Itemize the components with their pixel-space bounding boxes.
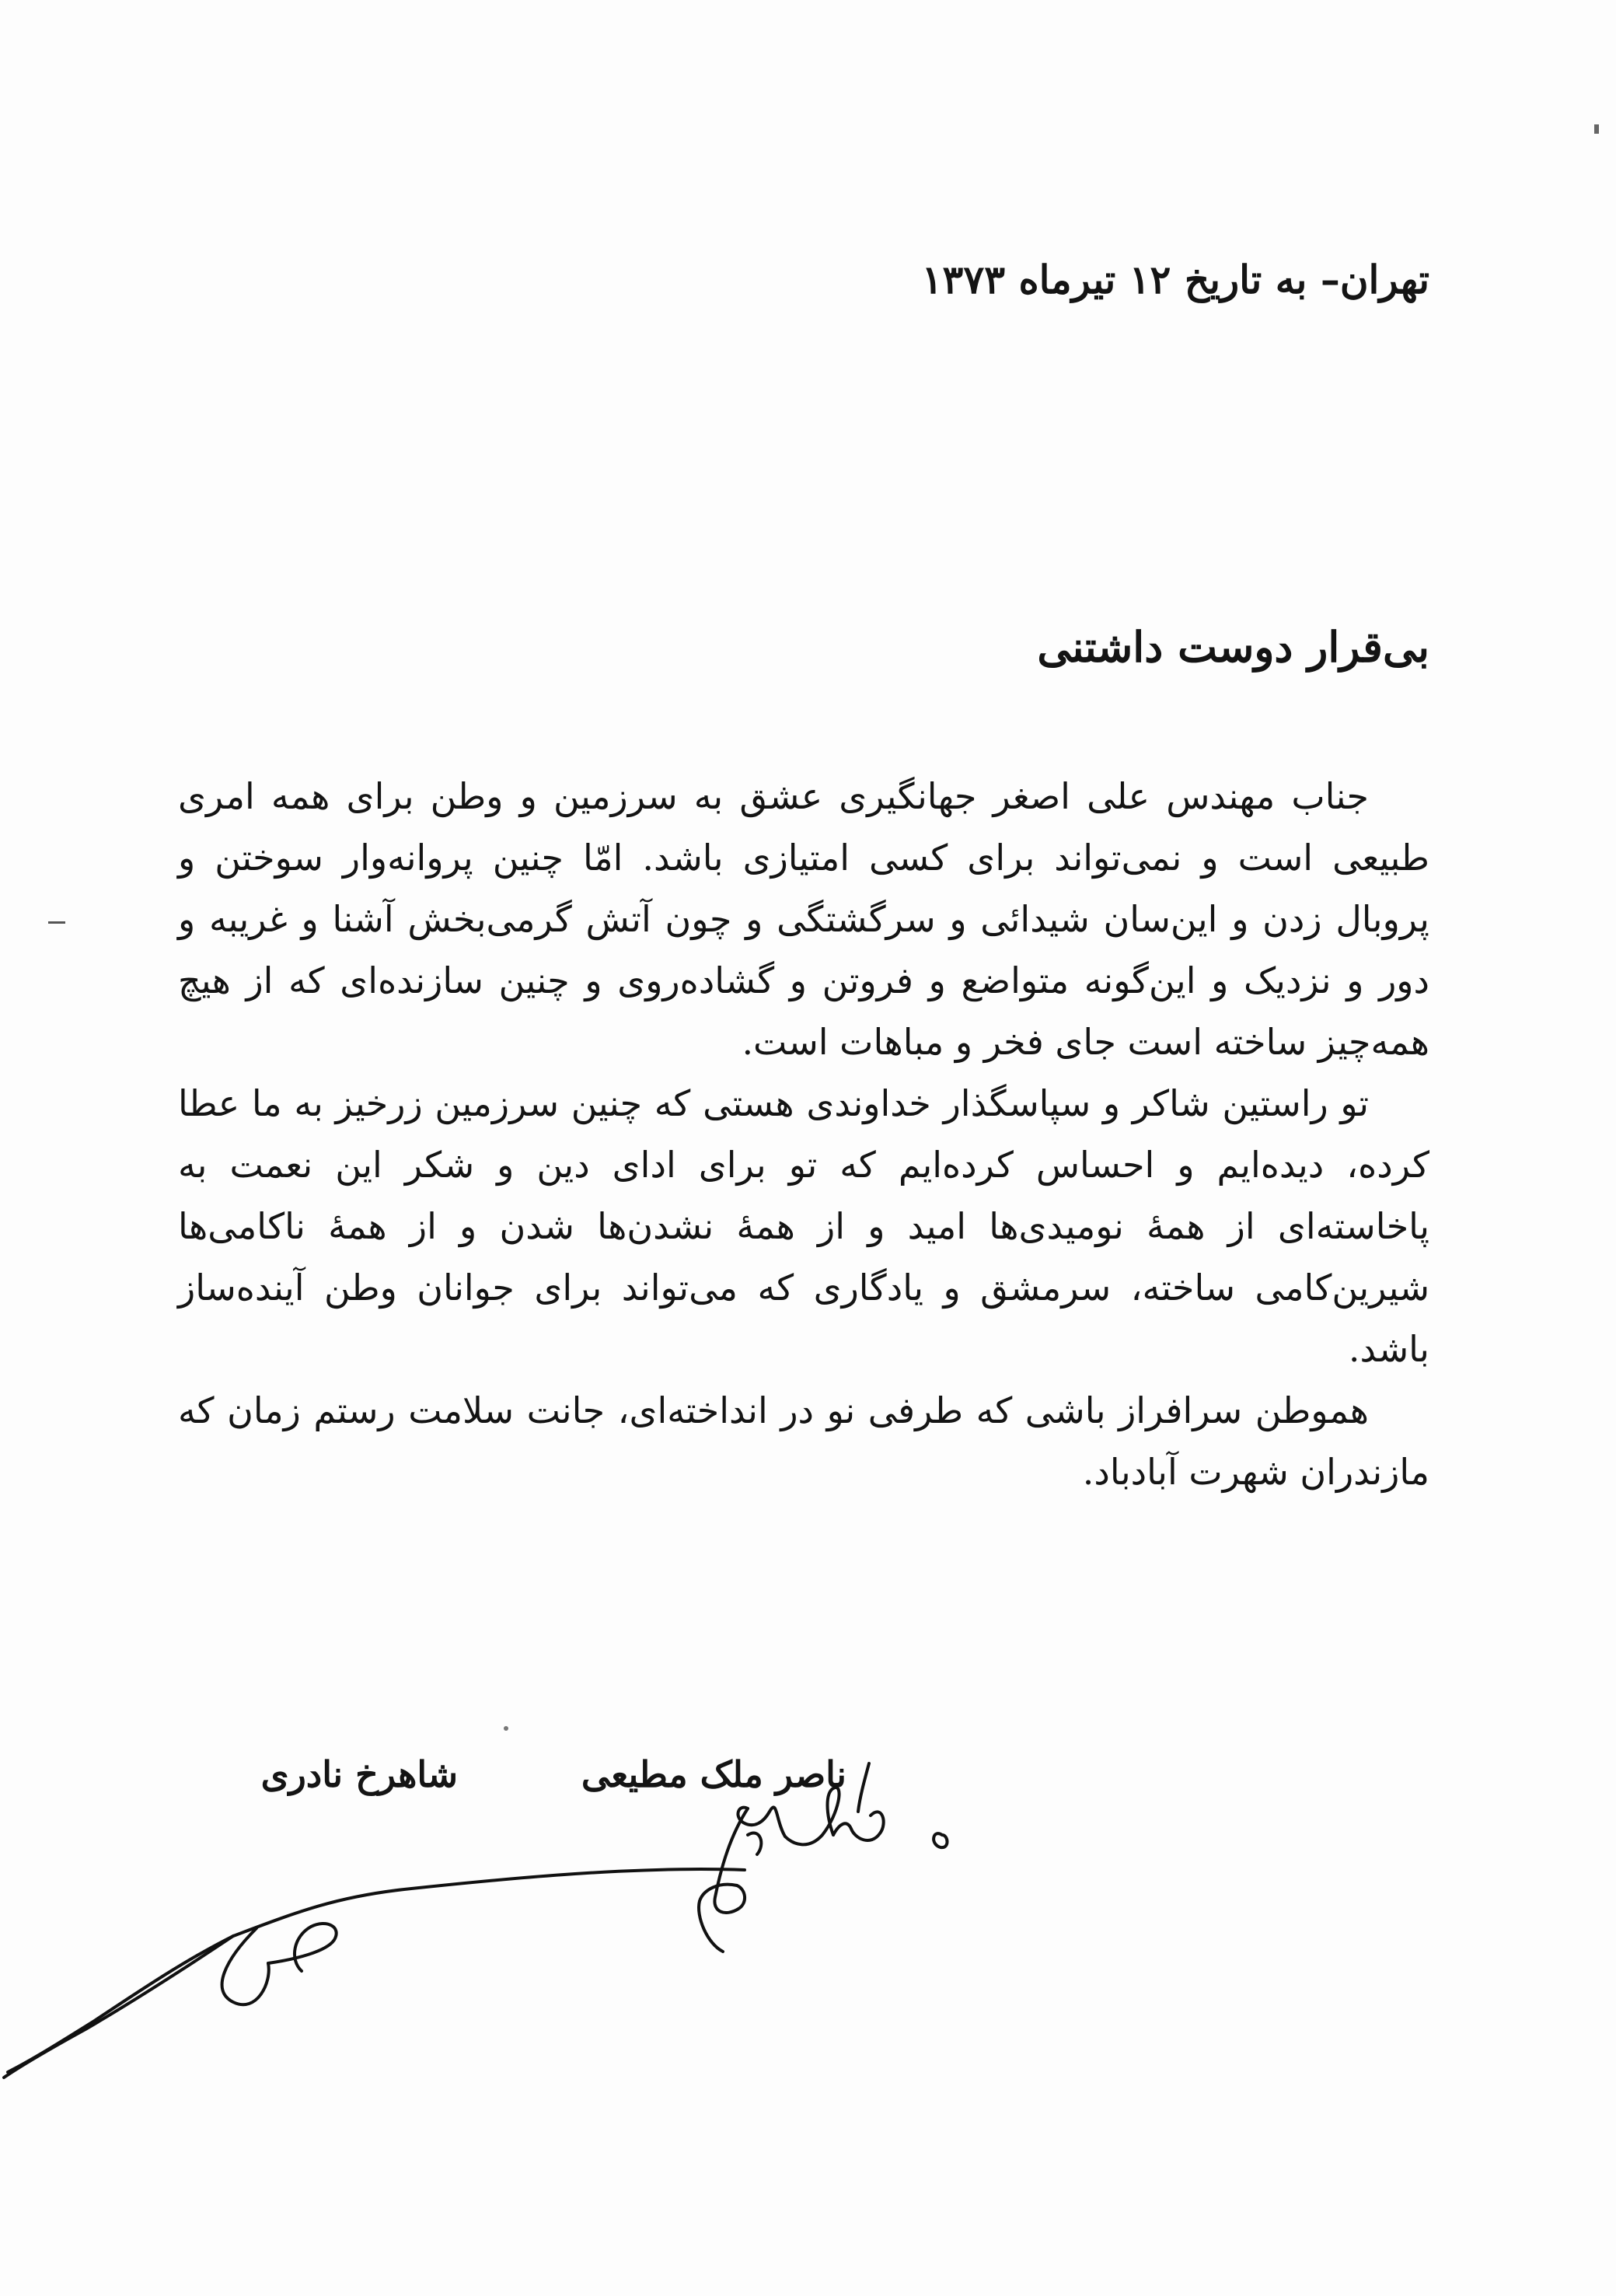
- signatory-name-shahrokh: شاهرخ نادری: [260, 1753, 458, 1795]
- paragraph-2: تو راستین شاکر و سپاسگذار خداوندی هستی که چنین سرزمین زرخیز به ما عطا کرده، دیده‌ایم و احساس کرده‌ایم که تو برای ادای دین و شکر این نعمت به پاخاسته‌ای از همهٔ نومیدی‌ها امید و از همهٔ نشدن‌ها شدن و از همهٔ ناکامی‌ها شیرین‌کامی ساخته، سرمشق و یادگاری که می‌تواند برای جوانان وطن آینده‌ساز باشد.: [178, 1082, 1429, 1370]
- signature-shahrokh: [4, 1869, 745, 2078]
- letter-heading: بی‌قرار دوست داشتنی: [1037, 622, 1429, 672]
- paragraph-1: جناب مهندس علی اصغر جهانگیری عشق به سرزمین و وطن برای همه امری طبیعی است و نمی‌تواند برای کسی امتیازی باشد. امّا چنین پروانه‌وار سوختن و پروبال زدن و این‌سان شیدائی و سرگشتگی و چون آتش گرمی‌بخش آشنا و غریبه و دور و نزدیک و این‌گونه متواضع و فروتن و گشاده‌روی و چنین سازنده‌ای که از هیچ همه‌چیز ساخته است جای فخر و مباهات است.: [178, 775, 1429, 1063]
- date-line: تهران– به تاریخ ۱۲ تیرماه ۱۳۷۳: [921, 257, 1429, 302]
- signature-nasser: [699, 1763, 947, 1952]
- signatory-name-nasser: ناصر ملک مطیعی: [581, 1753, 846, 1795]
- paragraph-3: هموطن سرافراز باشی که طرفی نو در انداخته‌ای، جانت سلامت رستم زمان که مازندران شهرت آبادباد.: [178, 1389, 1429, 1493]
